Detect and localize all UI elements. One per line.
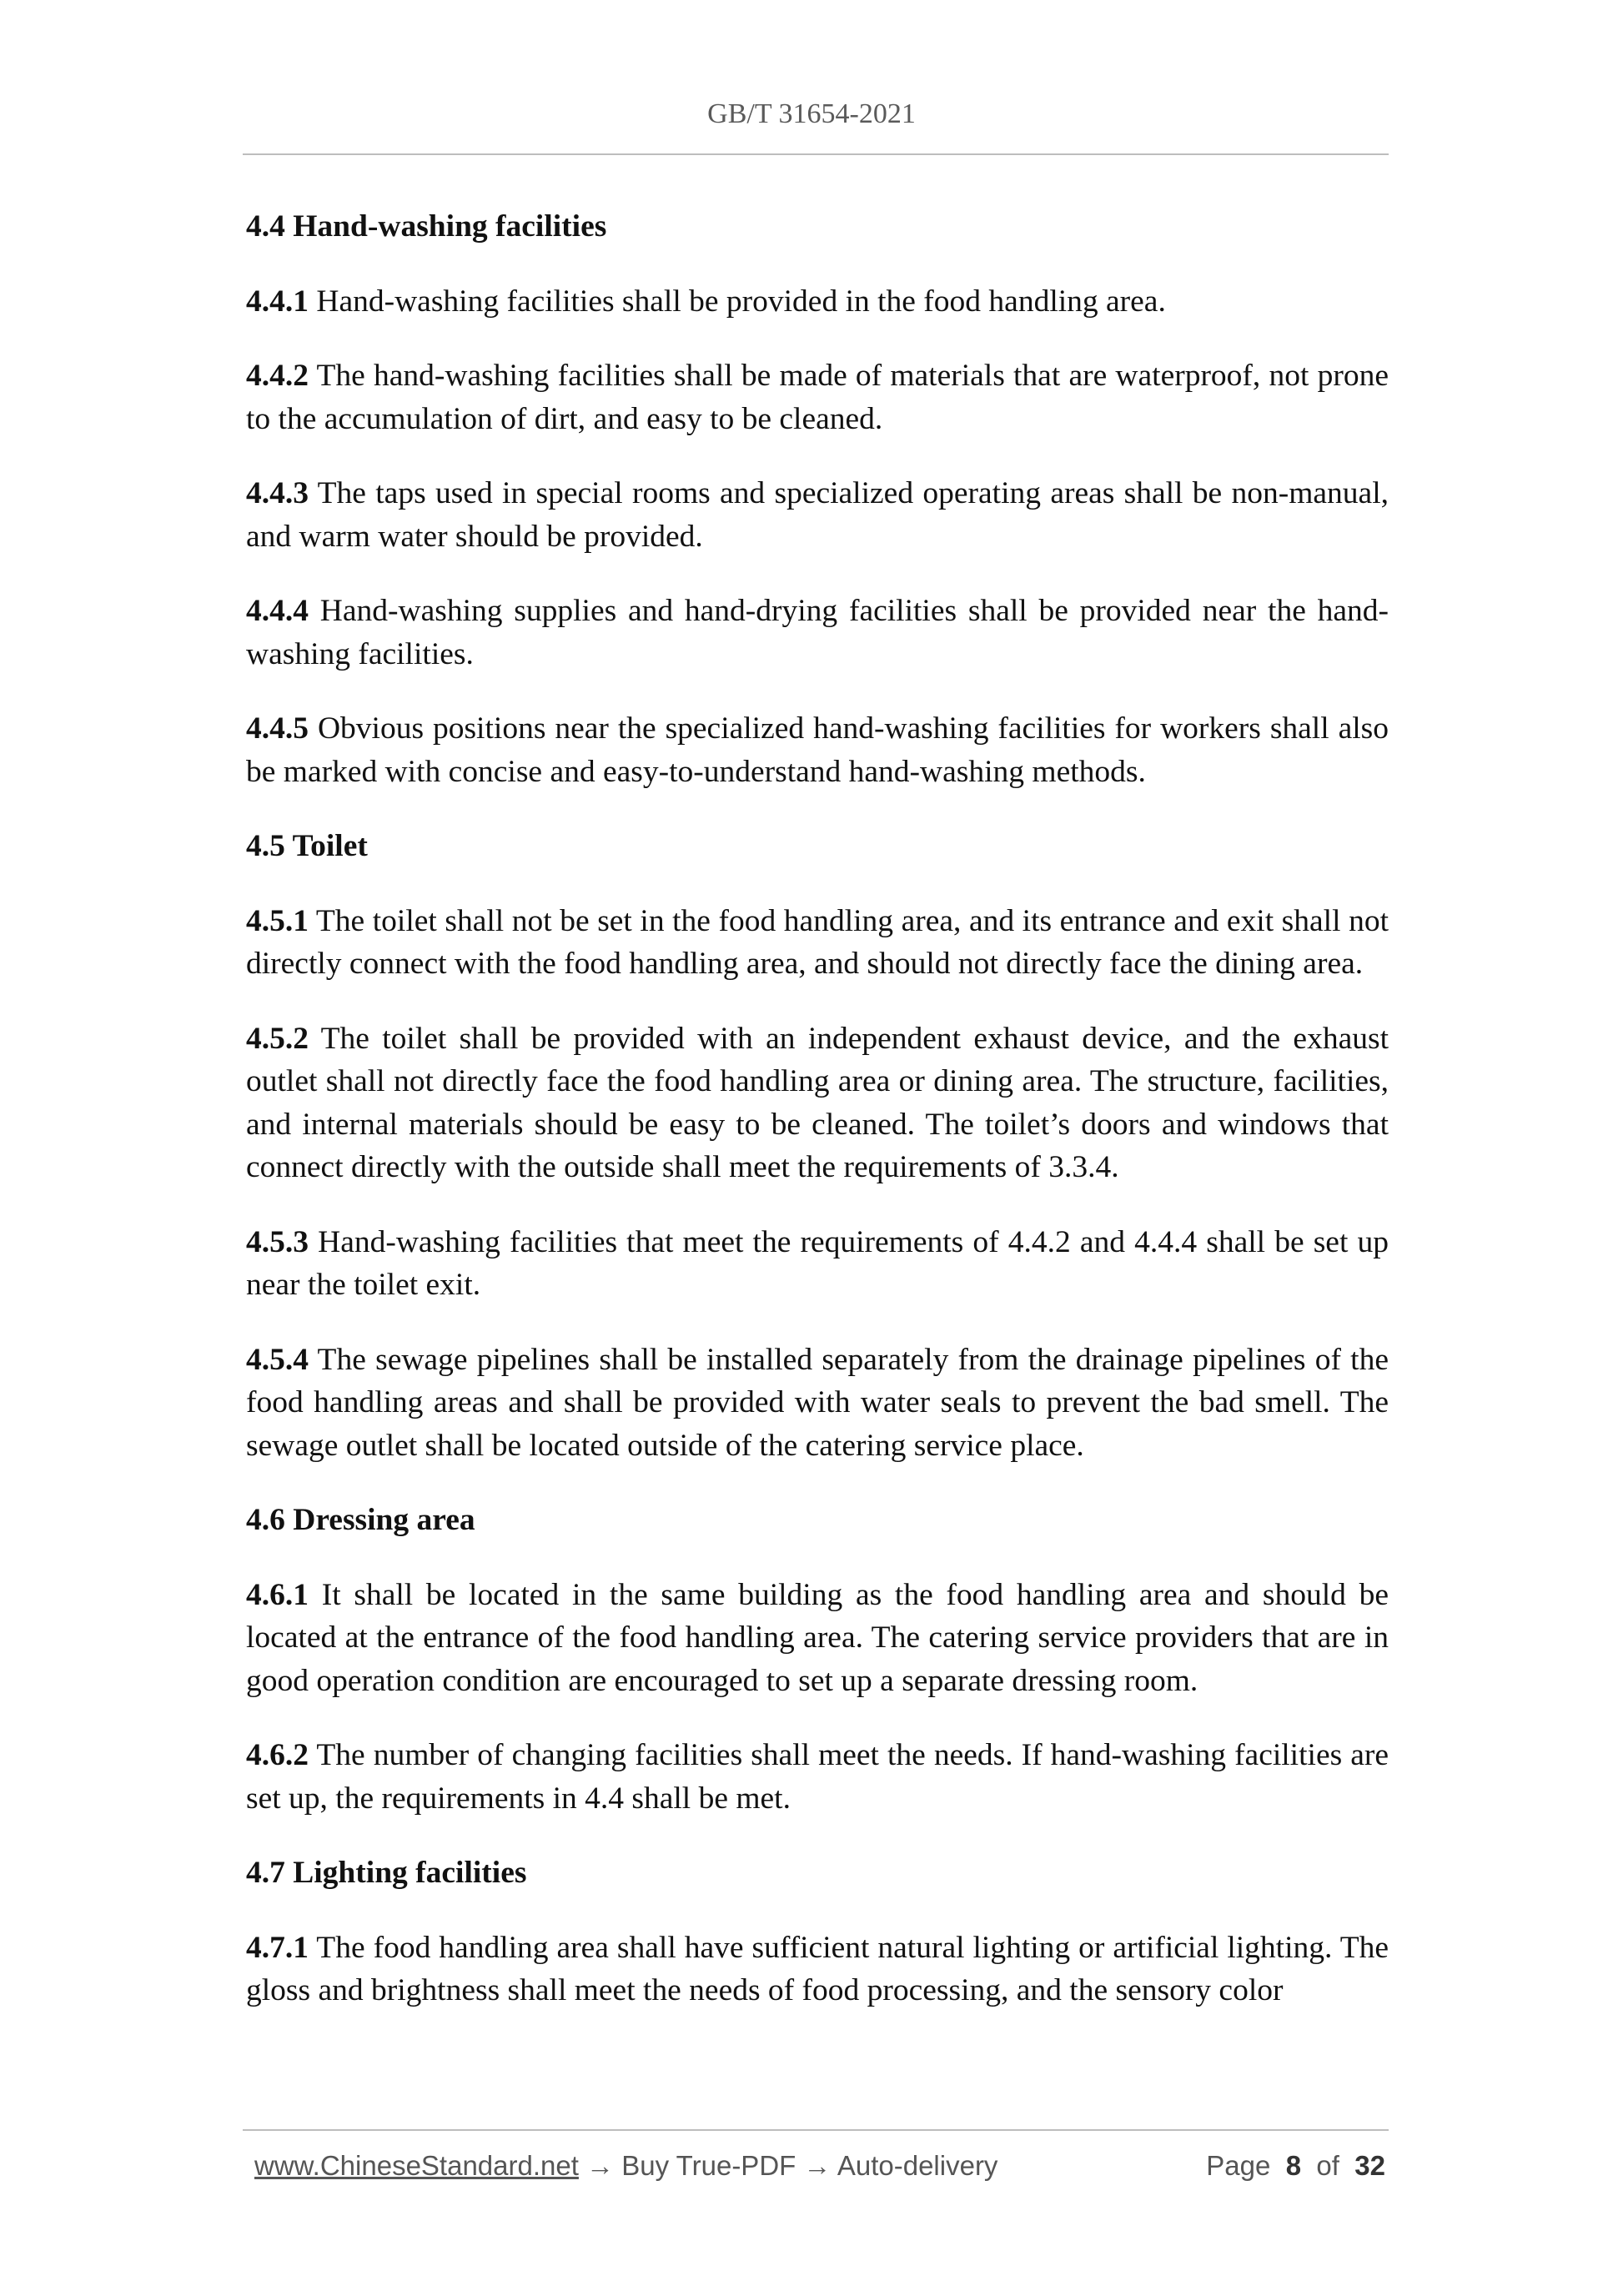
footer-divider [243,2129,1389,2131]
clause-paragraph [246,1017,1389,1189]
clause-number: 4.7.1 [246,1930,309,1965]
page-footer [254,2150,1385,2190]
clause-paragraph [246,1927,1389,2012]
clause-text: Hand-washing facilities shall be provided in the food handling area. [309,284,1166,319]
clause-number: 4.5.4 [246,1342,309,1377]
clause-number: 4.6.1 [246,1577,309,1612]
clause-number: 4.4.3 [246,476,309,510]
clause-text: The hand-washing facilities shall be made of materials that are waterproof, not prone to the accumulation of dirt, and easy to be cleaned. [246,359,1389,436]
arrow-right-icon: → [578,2150,622,2181]
clause-text: The food handling area shall have sufficient natural lighting or artificial lighting. The gloss and brightness shall meet the needs of food processing, and the sensory color [246,1930,1389,2007]
clause-paragraph [246,1339,1389,1468]
clause-text: The toilet shall not be set in the food handling area, and its entrance and exit shall not directly connect with the food handling area, and should not directly face the dining area. [246,903,1389,981]
footer-promo [254,2150,997,2182]
page-label: Page [1206,2150,1271,2181]
clause-text: The toilet shall be provided with an independent exhaust device, and the exhaust outlet shall not directly face the food handling area or dining area. The structure, facilities, and internal materials should be easy to be cleaned. The toilet’s doors and windows that connect directly with the outside shall meet the requirements of 3.3.4. [246,1021,1389,1184]
clause-paragraph [246,590,1389,676]
clause-paragraph [246,900,1389,986]
chinesestandard-link[interactable]: www.ChineseStandard.net [254,2150,579,2181]
clause-text: Hand-washing supplies and hand-drying facilities shall be provided near the hand-washing facilities. [246,594,1389,671]
clause-paragraph [246,1734,1389,1820]
clause-number: 4.6.2 [246,1738,309,1772]
page-number: 8 [1285,2150,1302,2181]
auto-delivery-text: Auto-delivery [837,2150,998,2181]
clause-number: 4.5.2 [246,1021,309,1056]
clause-number: 4.4.5 [246,711,309,746]
clause-number: 4.4.2 [246,359,309,393]
clause-paragraph [246,1574,1389,1703]
clause-text: The number of changing facilities shall meet the needs. If hand-washing facilities are set up, the requirements in 4.4 shall be met. [246,1738,1389,1816]
section-heading: 4.6 Dressing area [246,1503,475,1537]
clause-number: 4.5.1 [246,903,309,938]
total-pages: 32 [1354,2150,1385,2181]
clause-text: The taps used in special rooms and specialized operating areas shall be non-manual, and warm water should be provided. [246,476,1389,554]
clause-paragraph [246,1221,1389,1307]
of-label: of [1316,2150,1339,2181]
clause-number: 4.4.1 [246,284,309,319]
buy-true-pdf-text: Buy True-PDF [621,2150,796,2181]
arrow-right-icon: → [796,2150,837,2181]
section-heading: 4.7 Lighting facilities [246,1856,527,1890]
section-heading: 4.4 Hand-washing facilities [246,209,607,244]
clause-paragraph [246,354,1389,440]
header-divider [243,153,1389,155]
clause-text: Obvious positions near the specialized hand-washing facilities for workers shall also be marked with concise and easy-to-understand hand-washing methods. [246,711,1389,789]
clause-text: Hand-washing facilities that meet the requirements of 4.4.2 and 4.4.4 shall be set up near the toilet exit. [246,1224,1389,1302]
clause-paragraph [246,707,1389,793]
clause-number: 4.4.4 [246,594,309,628]
clause-text: It shall be located in the same building as the food handling area and should be located at the entrance of the food handling area. The catering service providers that are in good operation condition are encouraged to set up a separate dressing room. [246,1577,1389,1698]
page-header-title: GB/T 31654-2021 [707,98,916,129]
clause-text: The sewage pipelines shall be installed separately from the drainage pipelines of the food handling areas and shall be provided with water seals to prevent the bad smell. The sewage outlet shall be located outside of the catering service place. [246,1342,1389,1463]
page-indicator [1206,2150,1385,2182]
document-body [246,205,1389,2044]
clause-number: 4.5.3 [246,1224,309,1259]
clause-paragraph [246,280,1389,324]
section-heading: 4.5 Toilet [246,829,368,863]
clause-paragraph [246,472,1389,558]
